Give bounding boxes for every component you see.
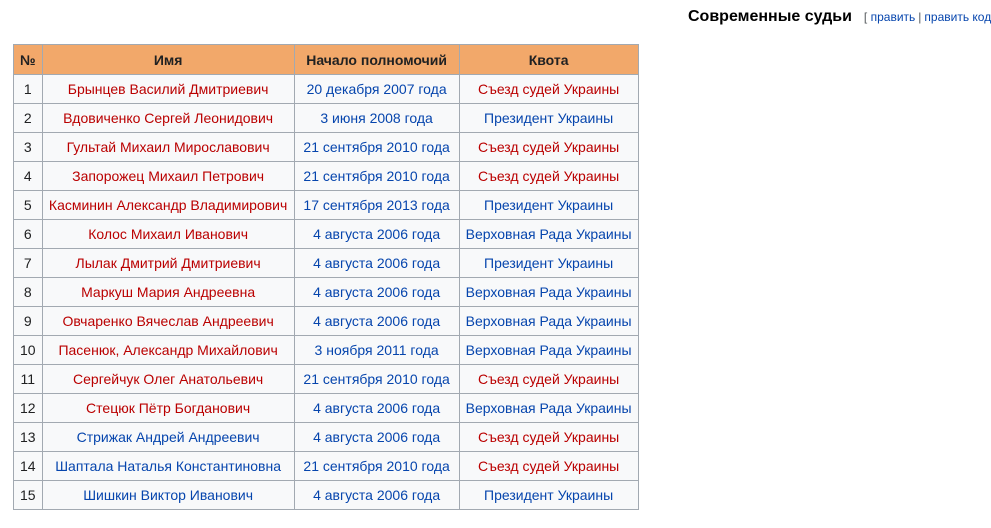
start-date-link[interactable]: 17 сентября 2013 года bbox=[303, 197, 450, 213]
row-number: 13 bbox=[14, 423, 43, 452]
judge-name-link[interactable]: Лылак Дмитрий Дмитриевич bbox=[75, 255, 261, 271]
judge-name-link[interactable]: Запорожец Михаил Петрович bbox=[72, 168, 265, 184]
table-row bbox=[14, 249, 639, 278]
start-date-cell bbox=[294, 249, 459, 278]
row-number: 2 bbox=[14, 104, 43, 133]
section-heading bbox=[688, 8, 991, 26]
judge-name-link[interactable]: Сергейчук Олег Анатольевич bbox=[73, 371, 264, 387]
quota-link[interactable]: Съезд судей Украины bbox=[477, 371, 620, 387]
edit-link[interactable]: править bbox=[870, 10, 916, 24]
judge-name-cell bbox=[42, 423, 294, 452]
row-number: 6 bbox=[14, 220, 43, 249]
start-date-link[interactable]: 4 августа 2006 года bbox=[313, 255, 441, 271]
table-row bbox=[14, 191, 639, 220]
header-start-date[interactable]: Начало полномочий bbox=[294, 45, 459, 75]
judge-name-cell bbox=[42, 191, 294, 220]
table-row bbox=[14, 452, 639, 481]
row-number: 7 bbox=[14, 249, 43, 278]
table-row bbox=[14, 75, 639, 104]
quota-link[interactable]: Президент Украины bbox=[484, 197, 614, 213]
quota-link[interactable]: Верховная Рада Украины bbox=[465, 284, 632, 300]
quota-link[interactable]: Съезд судей Украины bbox=[477, 81, 620, 97]
start-date-link[interactable]: 4 августа 2006 года bbox=[313, 284, 441, 300]
start-date-link[interactable]: 3 июня 2008 года bbox=[320, 110, 433, 126]
row-number: 11 bbox=[14, 365, 43, 394]
quota-cell bbox=[459, 336, 638, 365]
start-date-link[interactable]: 21 сентября 2010 года bbox=[303, 458, 450, 474]
row-number: 12 bbox=[14, 394, 43, 423]
judge-name-link[interactable]: Брынцев Василий Дмитриевич bbox=[67, 81, 269, 97]
start-date-cell bbox=[294, 162, 459, 191]
start-date-link[interactable]: 21 сентября 2010 года bbox=[303, 371, 450, 387]
quota-cell bbox=[459, 191, 638, 220]
start-date-link[interactable]: 4 августа 2006 года bbox=[313, 226, 441, 242]
judge-name-cell bbox=[42, 278, 294, 307]
quota-cell bbox=[459, 307, 638, 336]
edit-source-link[interactable]: править код bbox=[924, 10, 991, 24]
quota-link[interactable]: Верховная Рада Украины bbox=[465, 400, 632, 416]
row-number: 5 bbox=[14, 191, 43, 220]
quota-link[interactable]: Верховная Рада Украины bbox=[465, 313, 632, 329]
start-date-cell bbox=[294, 133, 459, 162]
row-number: 4 bbox=[14, 162, 43, 191]
quota-cell bbox=[459, 220, 638, 249]
header-quota[interactable]: Квота bbox=[459, 45, 638, 75]
edit-separator: | bbox=[918, 10, 922, 24]
table-row bbox=[14, 220, 639, 249]
judge-name-link[interactable]: Стецюк Пётр Богданович bbox=[86, 400, 251, 416]
table-row bbox=[14, 336, 639, 365]
row-number: 10 bbox=[14, 336, 43, 365]
table-row bbox=[14, 278, 639, 307]
judge-name-cell bbox=[42, 220, 294, 249]
start-date-link[interactable]: 4 августа 2006 года bbox=[313, 429, 441, 445]
quota-cell bbox=[459, 394, 638, 423]
header-num[interactable]: № bbox=[14, 45, 43, 75]
start-date-link[interactable]: 21 сентября 2010 года bbox=[303, 139, 450, 155]
judges-table bbox=[13, 44, 639, 510]
row-number: 3 bbox=[14, 133, 43, 162]
quota-link[interactable]: Съезд судей Украины bbox=[477, 168, 620, 184]
row-number: 8 bbox=[14, 278, 43, 307]
judge-name-cell bbox=[42, 336, 294, 365]
table-row bbox=[14, 481, 639, 510]
start-date-link[interactable]: 4 августа 2006 года bbox=[313, 487, 441, 503]
quota-link[interactable]: Съезд судей Украины bbox=[477, 429, 620, 445]
judge-name-cell bbox=[42, 365, 294, 394]
edit-links bbox=[864, 10, 991, 24]
quota-link[interactable]: Верховная Рада Украины bbox=[465, 342, 632, 358]
quota-cell bbox=[459, 278, 638, 307]
quota-cell bbox=[459, 249, 638, 278]
row-number: 14 bbox=[14, 452, 43, 481]
start-date-link[interactable]: 21 сентября 2010 года bbox=[303, 168, 450, 184]
judge-name-cell bbox=[42, 307, 294, 336]
judge-name-link[interactable]: Касминин Александр Владимирович bbox=[48, 197, 288, 213]
start-date-cell bbox=[294, 452, 459, 481]
start-date-link[interactable]: 4 августа 2006 года bbox=[313, 313, 441, 329]
judge-name-cell bbox=[42, 104, 294, 133]
header-name[interactable]: Имя bbox=[42, 45, 294, 75]
start-date-link[interactable]: 4 августа 2006 года bbox=[313, 400, 441, 416]
judge-name-link[interactable]: Маркуш Мария Андреевна bbox=[81, 284, 256, 300]
start-date-cell bbox=[294, 336, 459, 365]
table-row bbox=[14, 104, 639, 133]
edit-bracket-open: [ bbox=[863, 10, 868, 24]
quota-cell bbox=[459, 104, 638, 133]
quota-link[interactable]: Президент Украины bbox=[484, 487, 614, 503]
quota-cell bbox=[459, 481, 638, 510]
judge-name-cell bbox=[42, 249, 294, 278]
quota-link[interactable]: Верховная Рада Украины bbox=[465, 226, 632, 242]
quota-cell bbox=[459, 423, 638, 452]
judge-name-link[interactable]: Шишкин Виктор Иванович bbox=[83, 487, 254, 503]
start-date-link[interactable]: 20 декабря 2007 года bbox=[306, 81, 447, 97]
start-date-link[interactable]: 3 ноября 2011 года bbox=[314, 342, 439, 358]
quota-link[interactable]: Съезд судей Украины bbox=[477, 458, 620, 474]
table-row bbox=[14, 365, 639, 394]
quota-cell bbox=[459, 75, 638, 104]
judge-name-link[interactable]: Шаптала Наталья Константиновна bbox=[55, 458, 282, 474]
quota-cell bbox=[459, 133, 638, 162]
judge-name-link[interactable]: Колос Михаил Иванович bbox=[88, 226, 249, 242]
start-date-cell bbox=[294, 75, 459, 104]
judge-name-cell bbox=[42, 162, 294, 191]
row-number: 9 bbox=[14, 307, 43, 336]
quota-cell bbox=[459, 452, 638, 481]
start-date-cell bbox=[294, 191, 459, 220]
section-title: Современные судьи bbox=[688, 8, 852, 25]
table-row bbox=[14, 307, 639, 336]
row-number: 15 bbox=[14, 481, 43, 510]
table-body bbox=[14, 75, 639, 510]
judge-name-link[interactable]: Вдовиченко Сергей Леонидович bbox=[63, 110, 274, 126]
start-date-cell bbox=[294, 278, 459, 307]
quota-link[interactable]: Президент Украины bbox=[484, 110, 614, 126]
start-date-cell bbox=[294, 481, 459, 510]
start-date-cell bbox=[294, 365, 459, 394]
judge-name-link[interactable]: Овчаренко Вячеслав Андреевич bbox=[62, 313, 274, 329]
table-row bbox=[14, 394, 639, 423]
table-header-row bbox=[14, 45, 639, 75]
quota-cell bbox=[459, 365, 638, 394]
judge-name-cell bbox=[42, 481, 294, 510]
table-row bbox=[14, 133, 639, 162]
quota-link[interactable]: Президент Украины bbox=[484, 255, 614, 271]
judge-name-cell bbox=[42, 394, 294, 423]
judge-name-link[interactable]: Гультай Михаил Мирославович bbox=[66, 139, 270, 155]
table-row bbox=[14, 162, 639, 191]
judge-name-cell bbox=[42, 452, 294, 481]
table-row bbox=[14, 423, 639, 452]
start-date-cell bbox=[294, 423, 459, 452]
judge-name-link[interactable]: Стрижак Андрей Андреевич bbox=[76, 429, 260, 445]
quota-link[interactable]: Съезд судей Украины bbox=[477, 139, 620, 155]
judge-name-cell bbox=[42, 75, 294, 104]
row-number: 1 bbox=[14, 75, 43, 104]
start-date-cell bbox=[294, 307, 459, 336]
judge-name-link[interactable]: Пасенюк, Александр Михайлович bbox=[58, 342, 278, 358]
start-date-cell bbox=[294, 220, 459, 249]
quota-cell bbox=[459, 162, 638, 191]
judge-name-cell bbox=[42, 133, 294, 162]
start-date-cell bbox=[294, 394, 459, 423]
start-date-cell bbox=[294, 104, 459, 133]
